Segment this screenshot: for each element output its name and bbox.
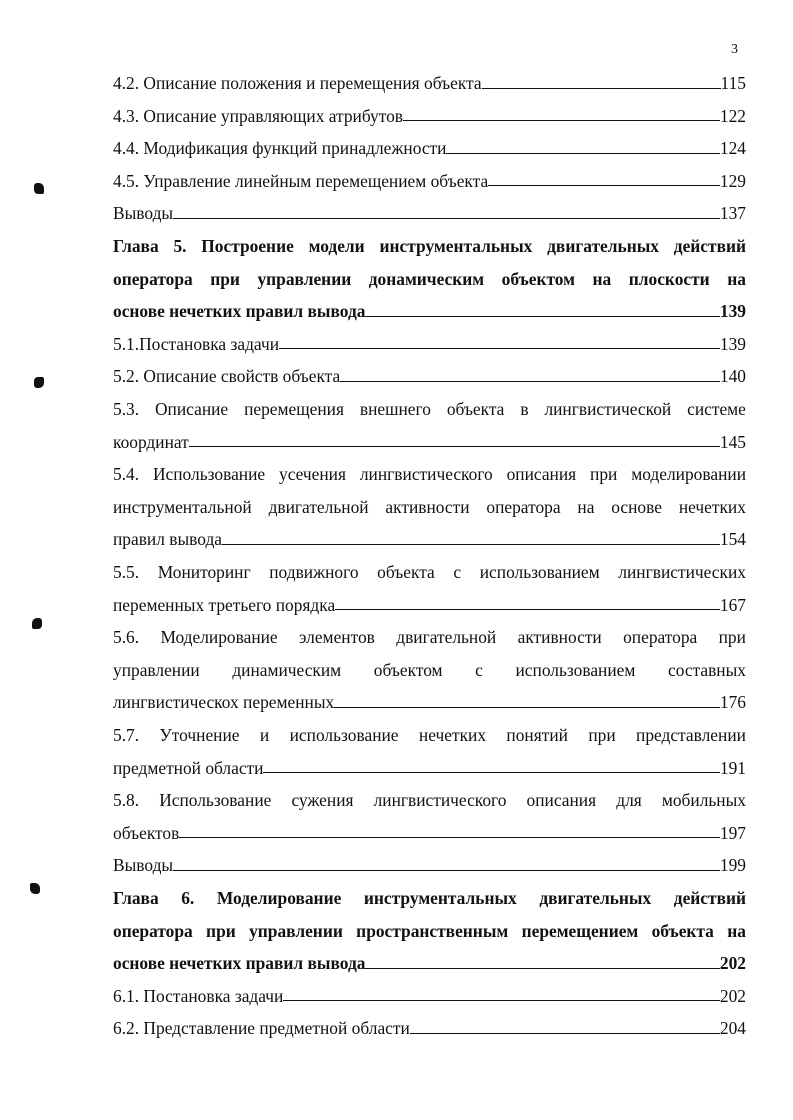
toc-entry-word: при xyxy=(206,920,236,941)
toc-entry-title: 6.1. Постановка задачи xyxy=(113,985,284,1006)
toc-entry-word: внешнего xyxy=(359,399,431,419)
toc-entry-word: объектом xyxy=(501,268,576,289)
toc-entry-line xyxy=(113,523,746,556)
toc-entry-word: 5.3. xyxy=(113,399,140,419)
toc-entry-title: 5.2. Описание свойств объекта xyxy=(113,366,341,387)
toc-entry-line xyxy=(113,784,746,817)
toc-entry-line xyxy=(113,589,746,622)
toc-entry-line xyxy=(113,556,746,589)
toc-entry-word: донамическим xyxy=(368,268,485,289)
leader-line xyxy=(403,120,720,121)
toc-entry xyxy=(113,980,746,1013)
toc-entry-word: с xyxy=(453,562,462,582)
toc-entry xyxy=(113,1012,746,1045)
toc-entry-title: 4.2. Описание положения и перемещения объекта xyxy=(113,73,482,93)
toc-entry-word: инструментальных xyxy=(379,236,533,256)
toc-entry-word: Глава xyxy=(113,888,159,908)
toc-entry-word: активности xyxy=(517,627,602,648)
toc-entry-word: описания xyxy=(526,790,597,811)
toc-entry-word: перемещения xyxy=(244,399,344,419)
toc-entry-word: использованием xyxy=(479,562,600,582)
toc-entry-word: Использование xyxy=(152,464,266,485)
toc-entry xyxy=(113,719,746,784)
binding-hole-mark xyxy=(34,183,44,194)
toc-entry-title: 4.4. Модификация функций принадлежности xyxy=(113,138,447,159)
toc-entry-line xyxy=(113,132,746,165)
toc-entry-word: Построение xyxy=(201,236,294,256)
toc-entry-word: модели xyxy=(308,236,365,256)
toc-entry-line xyxy=(113,849,746,882)
toc-entry-word: инструментальных xyxy=(363,888,517,908)
toc-entry-word: управлении xyxy=(257,268,352,289)
toc-page-number: 124 xyxy=(719,138,746,159)
toc-entry-word: представлении xyxy=(636,725,746,745)
toc-entry-line xyxy=(113,719,746,752)
leader-line xyxy=(365,316,719,317)
toc-entry xyxy=(113,458,746,556)
toc-entry-word: при xyxy=(590,464,618,485)
toc-entry xyxy=(113,165,746,198)
toc-entry-word: элементов xyxy=(299,627,375,648)
toc-entry-title: основе нечетких правил вывода xyxy=(113,301,366,322)
toc-entry-word: использованием xyxy=(515,659,636,680)
toc-entry-word: двигательных xyxy=(539,888,652,908)
toc-entry-word: инструментальной xyxy=(113,496,252,517)
toc-entry-line xyxy=(113,393,746,426)
toc-entry-word: мобильных xyxy=(661,790,746,811)
toc-entry-title: правил вывода xyxy=(113,529,223,550)
toc-entry-word: Использование xyxy=(159,790,272,811)
toc-entry-word: на xyxy=(727,920,746,941)
toc-entry-word: Мониторинг xyxy=(157,562,251,582)
toc-entry-word: на xyxy=(577,496,595,517)
toc-entry-word: двигательной xyxy=(396,627,497,648)
toc-entry-line xyxy=(113,1012,746,1045)
toc-entry-line xyxy=(113,980,746,1013)
toc-entry-line xyxy=(113,621,746,654)
toc-entry-word: использование xyxy=(289,725,399,745)
toc-entry-word: Глава xyxy=(113,236,159,256)
toc-entry-title: 4.3. Описание управляющих атрибутов xyxy=(113,105,403,126)
toc-page-number: 202 xyxy=(719,985,746,1006)
toc-entry-word: лингвистических xyxy=(618,562,746,582)
toc-entry-word: описания xyxy=(506,464,577,485)
toc-entry-title: 5.1.Постановка задачи xyxy=(113,333,280,354)
toc-entry-line xyxy=(113,686,746,719)
toc-entry-word: на xyxy=(592,268,612,289)
toc-entry-word: пространственным xyxy=(356,920,509,941)
leader-line xyxy=(173,870,720,871)
toc-entry-line xyxy=(113,100,746,133)
toc-entry-line xyxy=(113,654,746,687)
toc-entry-word: Уточнение xyxy=(159,725,240,745)
binding-hole-mark xyxy=(34,377,44,388)
toc-entry-word: 5.5. xyxy=(113,562,140,582)
toc-entry-word: системе xyxy=(687,399,746,419)
toc-entry-word: 5.8. xyxy=(113,790,140,811)
leader-line xyxy=(334,707,720,708)
toc-page-number: 202 xyxy=(719,953,746,974)
toc-entry-line xyxy=(113,882,746,915)
toc-entry xyxy=(113,556,746,621)
leader-line xyxy=(482,88,721,89)
toc-entry-word: оператора xyxy=(113,920,193,941)
toc-entry-word: динамическим xyxy=(232,659,342,680)
toc-entry-word: при xyxy=(210,268,240,289)
binding-hole-mark xyxy=(30,883,40,894)
toc-entry-word: усечения xyxy=(279,464,346,485)
toc-entry-word: действий xyxy=(673,888,746,908)
toc-entry-title: Выводы xyxy=(113,203,174,224)
leader-line xyxy=(173,218,720,219)
toc-entry-word: 5.7. xyxy=(113,725,140,745)
toc-page-number: 176 xyxy=(719,692,746,713)
toc-entry-word: двигательных xyxy=(547,236,659,256)
toc-entry-line xyxy=(113,491,746,524)
toc-page-number: 139 xyxy=(719,333,746,354)
toc-entry-word: лингвистического xyxy=(373,790,507,811)
toc-entry xyxy=(113,197,746,230)
toc-entry-word: для xyxy=(616,790,642,811)
toc-page-number: 129 xyxy=(719,170,746,191)
toc-entry-word: 5.4. xyxy=(113,464,140,485)
leader-line xyxy=(365,968,719,969)
toc-entry-line xyxy=(113,67,746,100)
toc-entry xyxy=(113,67,746,100)
leader-line xyxy=(488,185,720,186)
page-number: 3 xyxy=(731,42,738,57)
toc-entry xyxy=(113,621,746,719)
toc-page-number: 139 xyxy=(719,301,746,322)
toc-entry-line xyxy=(113,165,746,198)
toc-page-number: 137 xyxy=(719,203,746,224)
toc-entry-title: основе нечетких правил вывода xyxy=(113,953,366,974)
toc-entry-word: с xyxy=(475,659,483,680)
toc-entry-word: лингвистической xyxy=(544,399,672,419)
leader-line xyxy=(446,153,719,154)
toc-entry-title: переменных третьего порядка xyxy=(113,594,336,615)
toc-entry-word: при xyxy=(588,725,616,745)
toc-entry-line xyxy=(113,426,746,459)
toc-entry-title: объектов xyxy=(113,822,180,843)
toc-entry-title: предметной области xyxy=(113,757,264,778)
toc-entry xyxy=(113,360,746,393)
toc-page-number: 199 xyxy=(719,855,746,876)
leader-line xyxy=(283,1000,720,1001)
toc-entry-word: и xyxy=(259,725,270,745)
toc-entry-title: лингвистическох переменных xyxy=(113,692,335,713)
toc-entry-line xyxy=(113,328,746,361)
leader-line xyxy=(263,772,719,773)
toc-entry-word: в xyxy=(520,399,529,419)
toc-entry-word: оператора xyxy=(113,268,193,289)
toc-entry-word: подвижного xyxy=(269,562,359,582)
toc-page-number: 115 xyxy=(720,73,746,93)
toc-entry-word: основе xyxy=(611,496,662,517)
toc-entry-line xyxy=(113,752,746,785)
toc-entry-word: нечетких xyxy=(678,496,746,517)
toc-page-number: 204 xyxy=(719,1018,746,1039)
toc-page-number: 191 xyxy=(719,757,746,778)
toc-entry-word: лингвистического xyxy=(359,464,493,485)
toc-entry-word: оператора xyxy=(486,496,561,517)
toc-entry-line xyxy=(113,947,746,980)
toc-entry-line xyxy=(113,915,746,948)
toc-page-number: 154 xyxy=(719,529,746,550)
toc-entry-word: понятий xyxy=(506,725,568,745)
toc-entry-word: 5.6. xyxy=(113,627,140,648)
toc-chapter-entry xyxy=(113,882,746,980)
toc-entry-word: нечетких xyxy=(418,725,487,745)
toc-entry-word: двигательной xyxy=(268,496,369,517)
toc-entry xyxy=(113,784,746,849)
toc-entry-word: перемещением xyxy=(521,920,639,941)
toc-entry-word: управлении xyxy=(113,659,200,680)
toc-entry-word: объекта xyxy=(377,562,435,582)
binding-hole-mark xyxy=(32,618,42,629)
toc-entry-word: объекта xyxy=(446,399,505,419)
toc-entry-line xyxy=(113,458,746,491)
toc-entry-title: 4.5. Управление линейным перемещением объекта xyxy=(113,170,489,191)
leader-line xyxy=(189,446,720,447)
toc-entry-line xyxy=(113,263,746,296)
toc-entry-line xyxy=(113,360,746,393)
leader-line xyxy=(410,1033,720,1034)
toc-entry-word: моделировании xyxy=(631,464,746,485)
toc-page-number: 197 xyxy=(719,822,746,843)
toc-entry-word: объектом xyxy=(373,659,443,680)
toc-entry-word: 6. xyxy=(181,888,195,908)
toc-page-number: 140 xyxy=(719,366,746,387)
toc-page-number: 167 xyxy=(719,594,746,615)
toc-entry-word: Описание xyxy=(155,399,229,419)
toc-entry-line xyxy=(113,197,746,230)
toc-entry-word: составных xyxy=(668,659,746,680)
toc-entry-word: сужения xyxy=(291,790,354,811)
toc-entry-line xyxy=(113,295,746,328)
toc-entry xyxy=(113,132,746,165)
leader-line xyxy=(179,837,720,838)
toc-entry xyxy=(113,100,746,133)
leader-line xyxy=(279,348,720,349)
toc-entry-word: действий xyxy=(673,236,746,256)
toc-entry-word: плоскости xyxy=(628,268,710,289)
toc-chapter-entry xyxy=(113,230,746,328)
toc-entry-word: 5. xyxy=(173,236,187,256)
leader-line xyxy=(222,544,720,545)
toc-entry xyxy=(113,393,746,458)
toc-entry-word: активности xyxy=(385,496,470,517)
toc-entry-title: координат xyxy=(113,431,189,452)
toc-page-number: 122 xyxy=(719,105,746,126)
toc-entry-word: Моделирование xyxy=(160,627,278,648)
toc-entry-line xyxy=(113,817,746,850)
toc-entry-word: при xyxy=(718,627,746,648)
toc-entry-word: оператора xyxy=(623,627,698,648)
leader-line xyxy=(340,381,720,382)
toc-entry-word: объекта xyxy=(651,920,714,941)
leader-line xyxy=(335,609,720,610)
toc-entry-word: управлении xyxy=(249,920,343,941)
toc-entry-title: 6.2. Представление предметной области xyxy=(113,1018,410,1039)
toc-entry xyxy=(113,849,746,882)
toc-entry xyxy=(113,328,746,361)
toc-entry-title: Выводы xyxy=(113,855,174,876)
toc-entry-line xyxy=(113,230,746,263)
toc-entry-word: Моделирование xyxy=(216,888,342,908)
toc-entry-word: на xyxy=(727,268,746,289)
toc-page-number: 145 xyxy=(719,431,746,452)
